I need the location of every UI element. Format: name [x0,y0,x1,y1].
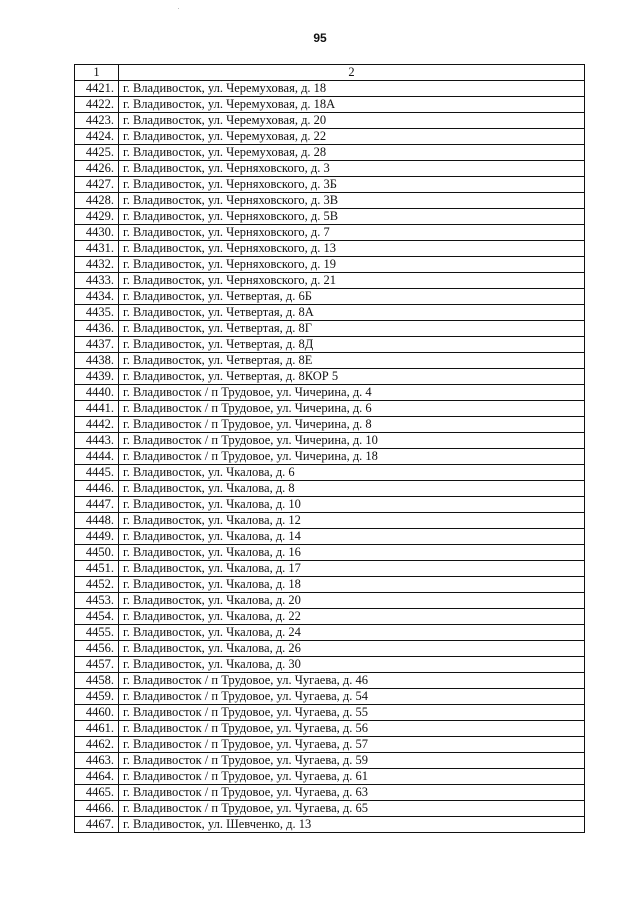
table-row [75,817,585,833]
row-number: 4443. [75,433,119,449]
table-row [75,209,585,225]
table-row [75,97,585,113]
row-address: г. Владивосток / п Трудовое, ул. Чичерина, д. 6 [119,401,585,417]
row-number: 4459. [75,689,119,705]
table-row [75,449,585,465]
table-row [75,769,585,785]
row-number: 4428. [75,193,119,209]
table-row [75,465,585,481]
table-row [75,81,585,97]
row-address: г. Владивосток, ул. Черняховского, д. 21 [119,273,585,289]
row-number: 4423. [75,113,119,129]
table-row [75,721,585,737]
row-number: 4454. [75,609,119,625]
row-number: 4446. [75,481,119,497]
row-address: г. Владивосток, ул. Шевченко, д. 13 [119,817,585,833]
row-number: 4438. [75,353,119,369]
row-number: 4431. [75,241,119,257]
row-address: г. Владивосток / п Трудовое, ул. Чугаева, д. 65 [119,801,585,817]
table-row [75,737,585,753]
row-number: 4456. [75,641,119,657]
row-address: г. Владивосток / п Трудовое, ул. Чичерина, д. 4 [119,385,585,401]
table-row [75,689,585,705]
table-row [75,657,585,673]
row-number: 4466. [75,801,119,817]
row-number: 4437. [75,337,119,353]
row-address: г. Владивосток, ул. Чкалова, д. 14 [119,529,585,545]
table-row [75,177,585,193]
row-address: г. Владивосток / п Трудовое, ул. Чугаева, д. 46 [119,673,585,689]
address-table [74,64,585,833]
table-row [75,161,585,177]
scan-speck [178,8,179,9]
row-number: 4442. [75,417,119,433]
table-row [75,145,585,161]
row-number: 4460. [75,705,119,721]
table-row [75,561,585,577]
row-address: г. Владивосток, ул. Чкалова, д. 16 [119,545,585,561]
table-row [75,305,585,321]
page-number: 95 [313,31,327,45]
table-row [75,433,585,449]
table-row [75,337,585,353]
row-address: г. Владивосток, ул. Чкалова, д. 17 [119,561,585,577]
header-col-number: 1 [75,65,119,81]
table-header [75,65,585,81]
row-number: 4429. [75,209,119,225]
row-number: 4448. [75,513,119,529]
row-number: 4464. [75,769,119,785]
row-address: г. Владивосток, ул. Черемуховая, д. 18А [119,97,585,113]
row-address: г. Владивосток / п Трудовое, ул. Чугаева, д. 57 [119,737,585,753]
table-row [75,801,585,817]
table-row [75,273,585,289]
table-row [75,241,585,257]
table-row [75,497,585,513]
row-number: 4441. [75,401,119,417]
row-number: 4447. [75,497,119,513]
table-row [75,353,585,369]
row-address: г. Владивосток, ул. Четвертая, д. 8Е [119,353,585,369]
row-address: г. Владивосток, ул. Черняховского, д. 13 [119,241,585,257]
row-number: 4436. [75,321,119,337]
row-number: 4451. [75,561,119,577]
row-address: г. Владивосток, ул. Четвертая, д. 8КОР 5 [119,369,585,385]
table-row [75,225,585,241]
table-row [75,129,585,145]
row-address: г. Владивосток, ул. Четвертая, д. 8Г [119,321,585,337]
row-number: 4444. [75,449,119,465]
row-address: г. Владивосток, ул. Чкалова, д. 24 [119,625,585,641]
row-address: г. Владивосток / п Трудовое, ул. Чугаева, д. 59 [119,753,585,769]
table-row [75,753,585,769]
row-address: г. Владивосток / п Трудовое, ул. Чугаева, д. 54 [119,689,585,705]
row-address: г. Владивосток / п Трудовое, ул. Чугаева, д. 63 [119,785,585,801]
row-address: г. Владивосток, ул. Четвертая, д. 8Д [119,337,585,353]
row-address: г. Владивосток, ул. Черняховского, д. 5В [119,209,585,225]
row-address: г. Владивосток, ул. Черемуховая, д. 28 [119,145,585,161]
row-address: г. Владивосток, ул. Черемуховая, д. 22 [119,129,585,145]
row-number: 4458. [75,673,119,689]
table-row [75,529,585,545]
row-address: г. Владивосток, ул. Чкалова, д. 6 [119,465,585,481]
row-number: 4457. [75,657,119,673]
table-row [75,385,585,401]
row-address: г. Владивосток, ул. Чкалова, д. 12 [119,513,585,529]
row-address: г. Владивосток / п Трудовое, ул. Чичерина, д. 10 [119,433,585,449]
row-number: 4445. [75,465,119,481]
row-address: г. Владивосток, ул. Черняховского, д. 3В [119,193,585,209]
table-row [75,513,585,529]
row-number: 4453. [75,593,119,609]
row-number: 4430. [75,225,119,241]
row-address: г. Владивосток, ул. Черняховского, д. 19 [119,257,585,273]
row-address: г. Владивосток, ул. Черемуховая, д. 18 [119,81,585,97]
row-number: 4425. [75,145,119,161]
table-row [75,193,585,209]
row-address: г. Владивосток / п Трудовое, ул. Чугаева, д. 61 [119,769,585,785]
row-address: г. Владивосток, ул. Чкалова, д. 26 [119,641,585,657]
row-address: г. Владивосток, ул. Чкалова, д. 18 [119,577,585,593]
row-address: г. Владивосток, ул. Чкалова, д. 22 [119,609,585,625]
row-address: г. Владивосток, ул. Чкалова, д. 10 [119,497,585,513]
table-row [75,785,585,801]
table-row [75,577,585,593]
row-number: 4424. [75,129,119,145]
row-number: 4432. [75,257,119,273]
table-row [75,113,585,129]
row-number: 4461. [75,721,119,737]
row-number: 4450. [75,545,119,561]
row-number: 4452. [75,577,119,593]
row-number: 4435. [75,305,119,321]
row-address: г. Владивосток / п Трудовое, ул. Чугаева, д. 56 [119,721,585,737]
row-number: 4421. [75,81,119,97]
row-number: 4467. [75,817,119,833]
table-row [75,545,585,561]
row-number: 4422. [75,97,119,113]
table-row [75,321,585,337]
row-address: г. Владивосток, ул. Четвертая, д. 8А [119,305,585,321]
row-number: 4426. [75,161,119,177]
header-row [75,65,585,81]
row-address: г. Владивосток, ул. Черняховского, д. 7 [119,225,585,241]
table-body [75,81,585,833]
row-number: 4433. [75,273,119,289]
row-number: 4463. [75,753,119,769]
header-col-address: 2 [119,65,585,81]
table-row [75,369,585,385]
row-number: 4434. [75,289,119,305]
table-row [75,625,585,641]
row-address: г. Владивосток, ул. Чкалова, д. 8 [119,481,585,497]
table-row [75,257,585,273]
row-address: г. Владивосток / п Трудовое, ул. Чичерина, д. 18 [119,449,585,465]
row-address: г. Владивосток, ул. Черняховского, д. 3 [119,161,585,177]
row-number: 4449. [75,529,119,545]
row-number: 4427. [75,177,119,193]
row-address: г. Владивосток, ул. Четвертая, д. 6Б [119,289,585,305]
row-address: г. Владивосток, ул. Черемуховая, д. 20 [119,113,585,129]
row-number: 4440. [75,385,119,401]
row-address: г. Владивосток, ул. Черняховского, д. 3Б [119,177,585,193]
row-number: 4465. [75,785,119,801]
table-row [75,417,585,433]
table-row [75,705,585,721]
table-row [75,593,585,609]
row-number: 4455. [75,625,119,641]
table-row [75,673,585,689]
table-row [75,609,585,625]
table-row [75,641,585,657]
row-number: 4439. [75,369,119,385]
table-row [75,401,585,417]
row-address: г. Владивосток / п Трудовое, ул. Чичерина, д. 8 [119,417,585,433]
table-row [75,481,585,497]
row-address: г. Владивосток, ул. Чкалова, д. 20 [119,593,585,609]
table-row [75,289,585,305]
row-address: г. Владивосток / п Трудовое, ул. Чугаева, д. 55 [119,705,585,721]
row-address: г. Владивосток, ул. Чкалова, д. 30 [119,657,585,673]
row-number: 4462. [75,737,119,753]
